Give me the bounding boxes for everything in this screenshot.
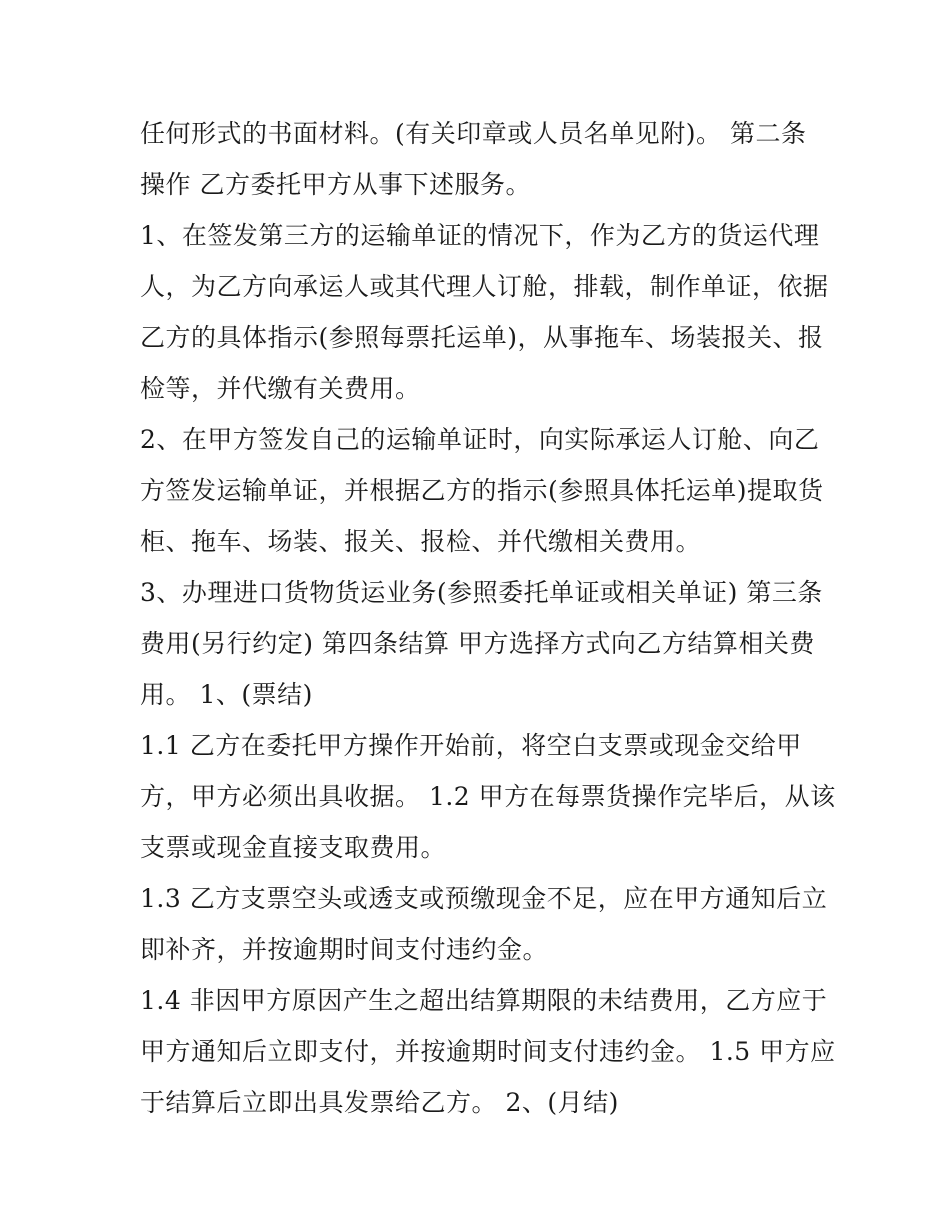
text-line: 1.3 乙方支票空头或透支或预缴现金不足，应在甲方通知后立 [140,884,828,913]
text-line: 甲方通知后立即支付，并按逾期时间支付违约金。 1.5 甲方应 [140,1037,836,1066]
text-line: 柜、拖车、场装、报关、报检、并代缴相关费用。 [140,527,702,556]
text-line: 即补齐，并按逾期时间支付违约金。 [140,935,549,964]
text-line: 任何形式的书面材料。(有关印章或人员名单见附)。 第二条 [140,119,807,148]
text-line: 操作 乙方委托甲方从事下述服务。 [140,170,531,199]
text-line: 检等，并代缴有关费用。 [140,374,421,403]
text-line: 方签发运输单证，并根据乙方的指示(参照具体托运单)提取货 [140,476,824,505]
text-line: 3、办理进口货物货运业务(参照委托单证或相关单证) 第三条 [140,578,823,607]
text-line: 方，甲方必须出具收据。 1.2 甲方在每票货操作完毕后，从该 [140,782,836,811]
text-line: 人，为乙方向承运人或其代理人订舱，排载，制作单证，依据 [140,272,829,301]
text-line: 用。 1、(票结) [140,680,313,709]
document-body [140,108,836,1128]
text-line: 乙方的具体指示(参照每票托运单)，从事拖车、场装报关、报 [140,323,824,352]
text-line: 1.1 乙方在委托甲方操作开始前，将空白支票或现金交给甲 [140,731,802,760]
text-line: 2、在甲方签发自己的运输单证时，向实际承运人订舱、向乙 [140,425,820,454]
text-line: 费用(另行约定) 第四条结算 甲方选择方式向乙方结算相关费 [140,629,815,658]
text-line: 于结算后立即出具发票给乙方。 2、(月结) [140,1088,619,1117]
text-line: 1、在签发第三方的运输单证的情况下，作为乙方的货运代理 [140,221,820,250]
text-line: 支票或现金直接支取费用。 [140,833,447,862]
text-line: 1.4 非因甲方原因产生之超出结算期限的未结费用，乙方应于 [140,986,828,1015]
